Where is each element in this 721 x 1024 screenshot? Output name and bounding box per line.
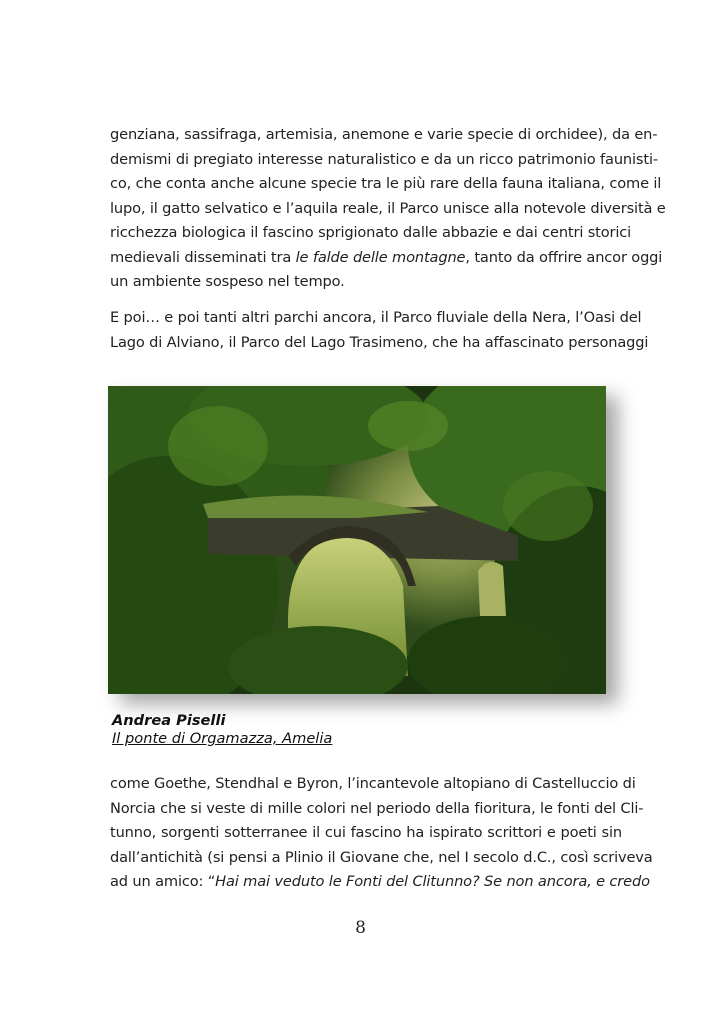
- text-run: ad un amico: “: [110, 873, 216, 890]
- italic-quote: Hai mai veduto le Fonti del Clitunno? Se non ancora, e credo: [215, 873, 650, 890]
- body-paragraph-1: [110, 123, 666, 295]
- text-line: tunno, sorgenti sotterranee il cui fascino ha ispirato scrittori e poeti sin: [110, 824, 622, 841]
- text-line: Norcia che si veste di mille colori nel periodo della fioritura, le fonti del Cli-: [110, 799, 644, 817]
- body-paragraph-2: [110, 306, 649, 355]
- text-line: E poi… e poi tanti altri parchi ancora, il Parco fluviale della Nera, l’Oasi del: [110, 309, 642, 326]
- text-line: lupo, il gatto selvatico e l’aquila reale, il Parco unisce alla notevole diversità e: [110, 199, 666, 217]
- text-run: , tanto da offrire ancor oggi: [465, 248, 663, 266]
- text-line: co, che conta anche alcune specie tra le più rare della fauna italiana, come il: [110, 175, 662, 192]
- bridge-photo-image: [108, 386, 606, 694]
- text-line: demismi di pregiato interesse naturalistico e da un ricco patrimonio faunisti-: [110, 150, 658, 168]
- text-line: ricchezza biologica il fascino sprigionato dalle abbazie e dai centri storici: [110, 224, 632, 241]
- text-run: medievali disseminati tra: [110, 248, 296, 266]
- bridge-photo: [108, 386, 606, 694]
- text-line: un ambiente sospeso nel tempo.: [110, 273, 345, 290]
- page-number: 8: [355, 918, 366, 938]
- photo-caption-title: Il ponte di Orgamazza, Amelia: [112, 730, 333, 747]
- text-line: come Goethe, Stendhal e Byron, l’incantevole altopiano di Castelluccio di: [110, 775, 636, 792]
- text-line: genziana, sassifraga, artemisia, anemone e varie specie di orchidee), da en-: [110, 126, 658, 143]
- text-line: Lago di Alviano, il Parco del Lago Trasimeno, che ha affascinato personaggi: [110, 333, 649, 351]
- italic-text: le falde delle montagne: [295, 248, 466, 266]
- body-paragraph-3: [110, 772, 653, 895]
- text-line: dall’antichità (si pensi a Plinio il Giovane che, nel I secolo d.C., così scriveva: [110, 848, 653, 866]
- text-line: [110, 246, 663, 271]
- text-line: [110, 870, 650, 895]
- photo-credit-author: Andrea Piselli: [112, 712, 226, 729]
